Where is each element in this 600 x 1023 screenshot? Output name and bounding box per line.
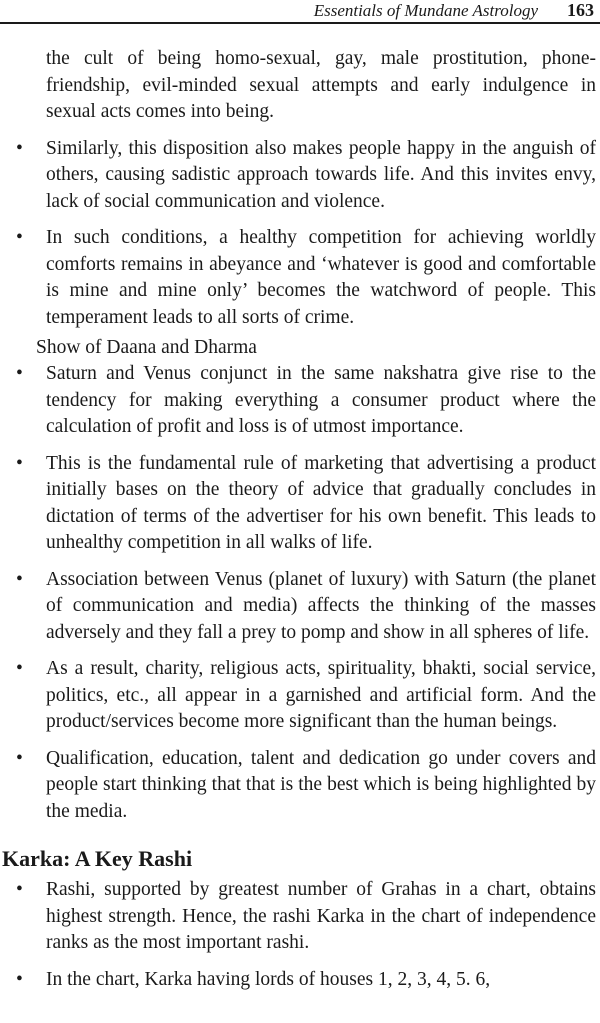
bullet-icon: •: [16, 968, 23, 990]
list-item-text: Association between Venus (planet of luxury) with Saturn (the planet of communication and media) affects the thinking of the masses adversely and they fall a prey to pomp and show in all spheres of life.: [46, 568, 596, 643]
list-item: [0, 136, 600, 216]
bullet-icon: •: [16, 747, 23, 769]
list-item-text: As a result, charity, religious acts, spirituality, bhakti, social service, politics, etc., all appear in a garnished and artificial form. And the product/services become more significant than the human beings.: [46, 658, 596, 732]
list-item: [0, 656, 600, 736]
list-item: [0, 967, 600, 994]
list-item-text: Saturn and Venus conjunct in the same nakshatra give rise to the tendency for making everything a consumer product where the calculation of profit and loss is of utmost importance.: [46, 363, 596, 437]
bullet-list-1: [0, 136, 600, 332]
list-item-text: Similarly, this disposition also makes people happy in the anguish of others, causing sadistic approach towards life. And this invites envy, lack of social communication and violence.: [46, 137, 596, 212]
section-heading: Karka: A Key Rashi: [2, 846, 193, 871]
subheading: Show of Daana and Dharma: [36, 337, 257, 358]
bullet-list-2: [0, 361, 600, 825]
list-item: [0, 567, 600, 647]
continuation-paragraph: the cult of being homo-sexual, gay, male prostitution, phone-friendship, evil-minded sexual attempts and early indulgence in sexual acts comes into being.: [46, 48, 596, 122]
list-item-text: In such conditions, a healthy competition for achieving worldly comforts remains in abeyance and ‘whatever is good and comfortable is mine and mine only’ becomes the watchword of people. This temperament leads to all sorts of crime.: [46, 227, 596, 328]
bullet-icon: •: [16, 227, 23, 248]
bullet-icon: •: [16, 658, 23, 679]
bullet-icon: •: [16, 568, 23, 590]
page-header: [0, 0, 600, 22]
page-number: 163: [567, 0, 594, 20]
bullet-icon: •: [16, 363, 23, 384]
header-rule: [0, 22, 600, 24]
list-item: [0, 451, 600, 557]
list-item: [0, 225, 600, 331]
bullet-icon: •: [16, 137, 23, 159]
page-body: [0, 46, 600, 1003]
bullet-list-3: [0, 877, 600, 993]
list-item: [0, 361, 600, 441]
bullet-icon: •: [16, 879, 23, 900]
list-item-text: Rashi, supported by greatest number of Grahas in a chart, obtains highest strength. Hence, the rashi Karka in the chart of independence ranks as the most important rashi.: [46, 879, 596, 953]
bullet-icon: •: [16, 452, 23, 474]
list-item: [0, 877, 600, 957]
list-item-text: Qualification, education, talent and dedication go under covers and people start thinking that that is the best which is being highlighted by the media.: [46, 747, 596, 822]
list-item-text: In the chart, Karka having lords of houses 1, 2, 3, 4, 5. 6,: [46, 968, 491, 990]
list-item-text: This is the fundamental rule of marketing that advertising a product initially bases on the theory of advice that gradually concludes in dictation of terms of the advertiser for his own benefit. This leads to unhealthy competition in all walks of life.: [46, 452, 596, 553]
list-item: [0, 746, 600, 826]
running-title: Essentials of Mundane Astrology: [313, 1, 538, 20]
